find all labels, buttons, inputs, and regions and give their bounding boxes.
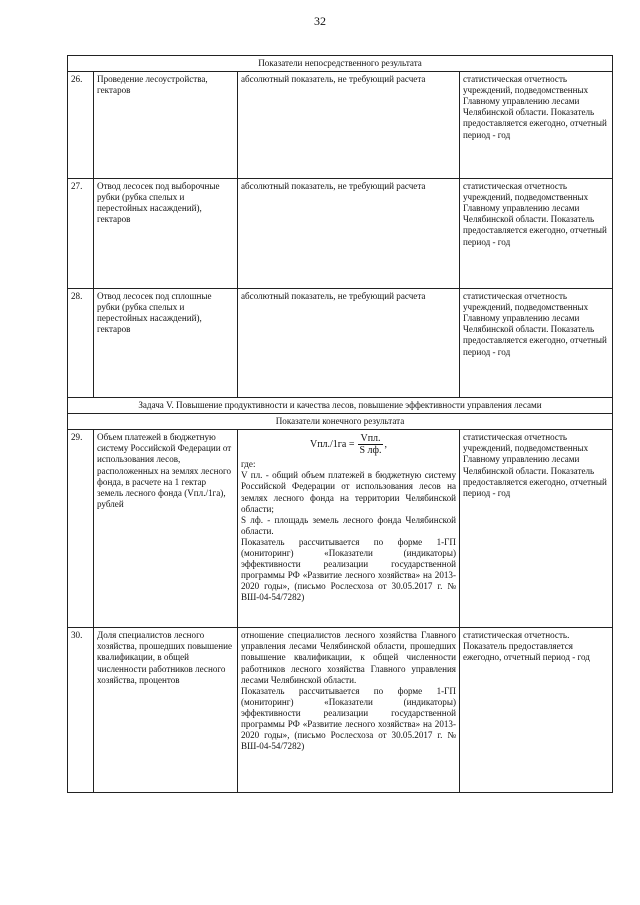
row-number: 29. [68,430,94,628]
data-source: статистическая отчетность учреждений, подведомственных Главному управлению лесами Челябинской области. Показатель предоставляется ежегодно, отчетный период - год [460,72,613,179]
indicator-name: Отвод лесосек под выборочные рубки (рубка спелых и перестойных насаждений), гектаров [94,179,238,289]
row-number: 27. [68,179,94,289]
row-number: 28. [68,289,94,398]
definition-v: V пл. - общий объем платежей в бюджетную систему Российской Федерации от использования лесов на землях лесного фонда на территории Челябинской области; [241,470,456,514]
calculation-note: Показатель рассчитывается по форме 1-ГП (мониторинг) «Показатели (индикаторы) эффективности реализации государственной программы РФ «Развитие лесного хозяйства» на 2013-2020 годы», (письмо Рослесхоза от 30.05.2017 г. № ВШ-04-54/7282) [241,685,456,752]
indicator-name: Проведение лесоустройства, гектаров [94,72,238,179]
formula-lhs: Vпл./1га = [309,439,355,451]
data-source: статистическая отчетность учреждений, подведомственных Главному управлению лесами Челябинской области. Показатель предоставляется ежегодно, отчетный период - год [460,179,613,289]
row-number: 26. [68,72,94,179]
formula [241,433,456,456]
calculation-method: абсолютный показатель, не требующий расчета [238,179,460,289]
data-source: статистическая отчетность. Показатель предоставляется ежегодно, отчетный период - год [460,628,613,793]
row-number: 30. [68,628,94,793]
section-final-results: Показатели конечного результата [68,414,613,430]
indicators-table [67,55,613,793]
formula-denominator: S лф. [359,445,382,457]
calculation-method: абсолютный показатель, не требующий расчета [238,289,460,398]
formula-numerator: Vпл. [360,433,381,445]
section-direct-results: Показатели непосредственного результата [68,56,613,72]
task-title: Задача V. Повышение продуктивности и качества лесов, повышение эффективности управления лесами [68,398,613,414]
table-row [68,430,613,628]
table-row [68,289,613,398]
formula-where: где: [241,459,256,470]
section-header-row [68,56,613,72]
table-row [68,72,613,179]
calculation-note: Показатель рассчитывается по форме 1-ГП (мониторинг) «Показатели (индикаторы) эффективности реализации государственной программы РФ «Развитие лесного хозяйства» на 2013-2020 годы», (письмо Рослесхоза от 30.05.2017 г. № ВШ-04-54/7282) [241,536,456,603]
indicator-name: Доля специалистов лесного хозяйства, прошедших повышение квалификации, в общей численности работников лесного хозяйства, процентов [94,628,238,793]
definition-s: S лф. - площадь земель лесного фонда Челябинской области. [241,514,456,536]
indicator-name: Объем платежей в бюджетную систему Российской Федерации от использования лесов, расположенных на землях лесного фонда, в расчете на 1 гектар земель лесного фонда (Vпл./1га), рублей [94,430,238,628]
section-header-row [68,414,613,430]
formula-fraction [358,433,384,456]
data-source: статистическая отчетность учреждений, подведомственных Главному управлению лесами Челябинской области. Показатель предоставляется ежегодно, отчетный период - год [460,289,613,398]
indicator-name: Отвод лесосек под сплошные рубки (рубка спелых и перестойных насаждений), гектаров [94,289,238,398]
formula-tail: , [384,439,388,451]
calculation-method [238,628,460,793]
page-number: 32 [314,14,326,28]
table-row [68,179,613,289]
calculation-method [238,430,460,628]
method-text: отношение специалистов лесного хозяйства Главного управления лесами Челябинской области, прошедших повышение квалификации, к общей численности работников лесного хозяйства Главного управления лесами Челябинской области. [241,630,456,685]
data-source: статистическая отчетность учреждений, подведомственных Главному управлению лесами Челябинской области. Показатель предоставляется ежегодно, отчетный период - год [460,430,613,628]
calculation-method: абсолютный показатель, не требующий расчета [238,72,460,179]
table-row [68,628,613,793]
task-row [68,398,613,414]
